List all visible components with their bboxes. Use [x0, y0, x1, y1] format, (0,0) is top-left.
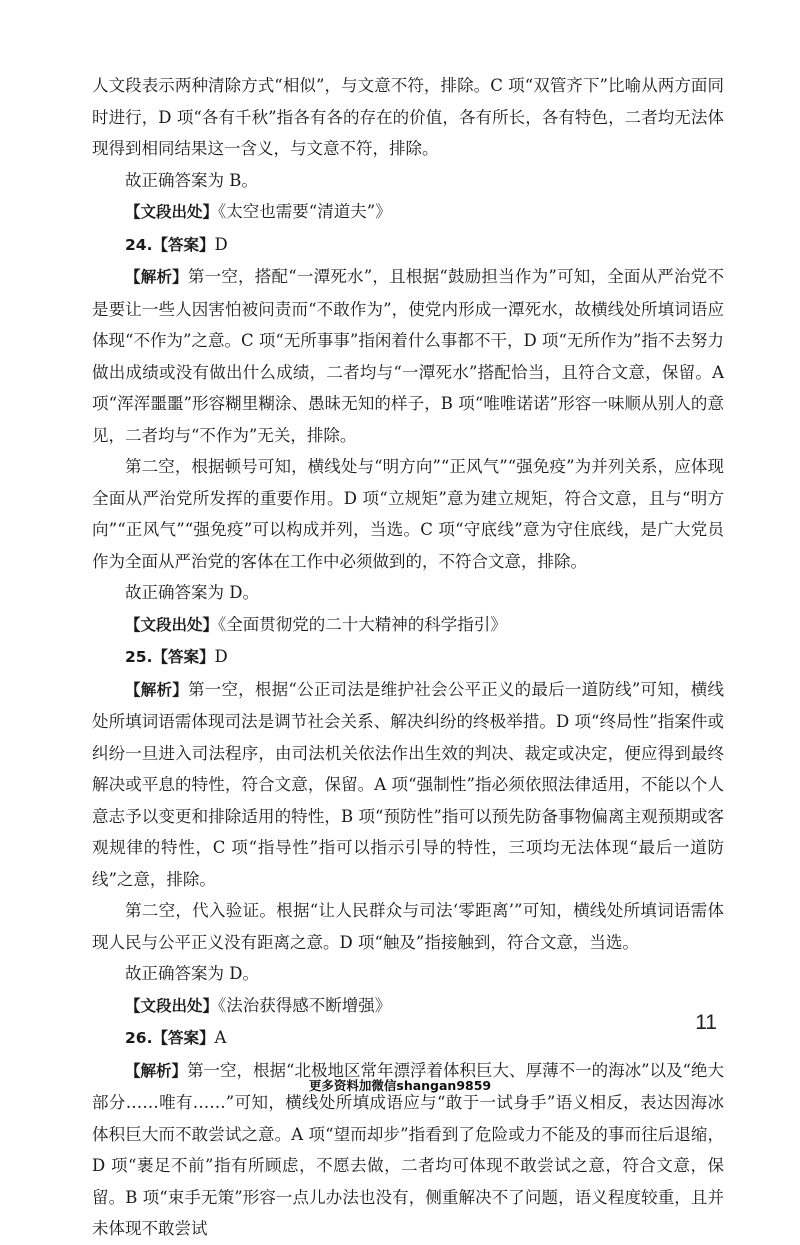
source-line: [92, 990, 724, 1023]
source-line: [92, 196, 724, 229]
answer-tag: 【答案】: [152, 648, 215, 666]
section-tag: 【文段出处】: [125, 615, 219, 634]
answer-line: [92, 1022, 724, 1055]
section-tag: 【解析】: [125, 680, 188, 699]
answer-tag: 【答案】: [152, 1029, 215, 1047]
answer-line: [92, 641, 724, 674]
analysis-paragraph: [92, 261, 724, 451]
paragraph: 人文段表示两种清除方式“相似”，与文意不符，排除。C 项“双管齐下”比喻从两方面同时进行，D 项“各有千秋”指各有各的存在的价值，各有所长，各有特色，二者均无法体现得到相同结果这一含义，与文意不符，排除。: [92, 76, 724, 158]
section-tag: 【解析】: [125, 268, 188, 286]
paragraph: 故正确答案为 B。: [125, 170, 258, 190]
source-line: [92, 609, 724, 642]
paragraph-text: 《全面贯彻党的二十大精神的科学指引》: [218, 614, 507, 634]
answer-value: A: [214, 1028, 227, 1047]
question-number: 24.: [125, 235, 153, 254]
paragraph-text: 《太空也需要“清道夫”》: [218, 202, 392, 221]
answer-line: [92, 229, 724, 262]
question-number: 25.: [125, 648, 153, 666]
section-tag: 【文段出处】: [125, 203, 219, 221]
analysis-paragraph: [92, 674, 724, 896]
paragraph: 第二空，代入验证。根据“让人民群众与司法‘零距离’”可知，横线处所填词语需体现人民与公平正义没有距离之意。D 项“触及”指接触到，符合文意，当选。: [92, 901, 724, 952]
paragraph-text: 第一空，根据“公正司法是维护社会公平正义的最后一道防线”可知，横线处所填词语需体现司法是调节社会关系、解决纠纷的终极举措。D 项“终局性”指案件或纠纷一旦进入司法程序，由司法机关依法作出生效的判决、裁定或决定，便应得到最终解决或平息的特性，符合文意，保留。A 项“强制性”指必须依照法律适用，不能以个人意志予以变更和排除适用的特性，B 项“预防性”指可以预先防备事物偏离主观预期或客观规律的特性，C 项“指导性”指可以指示引导的特性，三项均无法体现“最后一道防线”之意，排除。: [92, 679, 724, 889]
paragraph-text: 《法治获得感不断增强》: [218, 995, 392, 1015]
paragraph: 故正确答案为 D。: [125, 964, 259, 983]
answer-tag: 【答案】: [152, 235, 215, 254]
section-tag: 【解析】: [125, 1061, 188, 1080]
answer-value: D: [214, 647, 228, 666]
question-number: 26.: [125, 1029, 153, 1047]
paragraph: 故正确答案为 D。: [125, 583, 259, 602]
section-tag: 【文段出处】: [125, 996, 219, 1015]
body-text: [92, 70, 724, 1245]
footer-note: 更多资料加微信shangan9859: [308, 1078, 492, 1093]
paragraph-text: 第一空，根据“北极地区常年漂浮着体积巨大、厚薄不一的海冰”以及“绝大部分……唯有……”可知，横线处所填成语应与“敢于一试身手”语义相反，表达因海冰体积巨大而不敢尝试之意。A 项“望而却步”指看到了危险或力不能及的事而往后退缩，D 项“裹足不前”指有所顾虑，不愿去做，二者均可体现不敢尝试之意，符合文意，保留。B 项“束手无策”形容一点儿办法也没有，侧重解决不了问题，语义程度较重，且并未体现不敢尝试: [92, 1060, 724, 1238]
page-number: 11: [695, 1011, 717, 1034]
paragraph-text: 第一空，搭配“一潭死水”，且根据“鼓励担当作为”可知，全面从严治党不是要让一些人因害怕被问责而“不敢作为”，使党内形成一潭死水，故横线处所填词语应体现“不作为”之意。C 项“无所事事”指闲着什么事都不干，D 项“无所作为”指不去努力做出成绩或没有做出什么成绩，二者均与“一潭死水”搭配恰当，且符合文意，保留。A 项“浑浑噩噩”形容糊里糊涂、愚昧无知的样子，B 项“唯唯诺诺”形容一味顺从别人的意见，二者均与“不作为”无关，排除。: [92, 267, 724, 445]
answer-value: D: [214, 234, 228, 254]
paragraph: 第二空，根据顿号可知，横线处与“明方向”“正风气”“强免疫”为并列关系，应体现全面从严治党所发挥的重要作用。D 项“立规矩”意为建立规矩，符合文意，且与“明方向”“正风气”“强免疫”可以构成并列，当选。C 项“守底线”意为守住底线，是广大党员作为全面从严治党的客体在工作中必须做到的，不符合文意，排除。: [92, 457, 724, 571]
